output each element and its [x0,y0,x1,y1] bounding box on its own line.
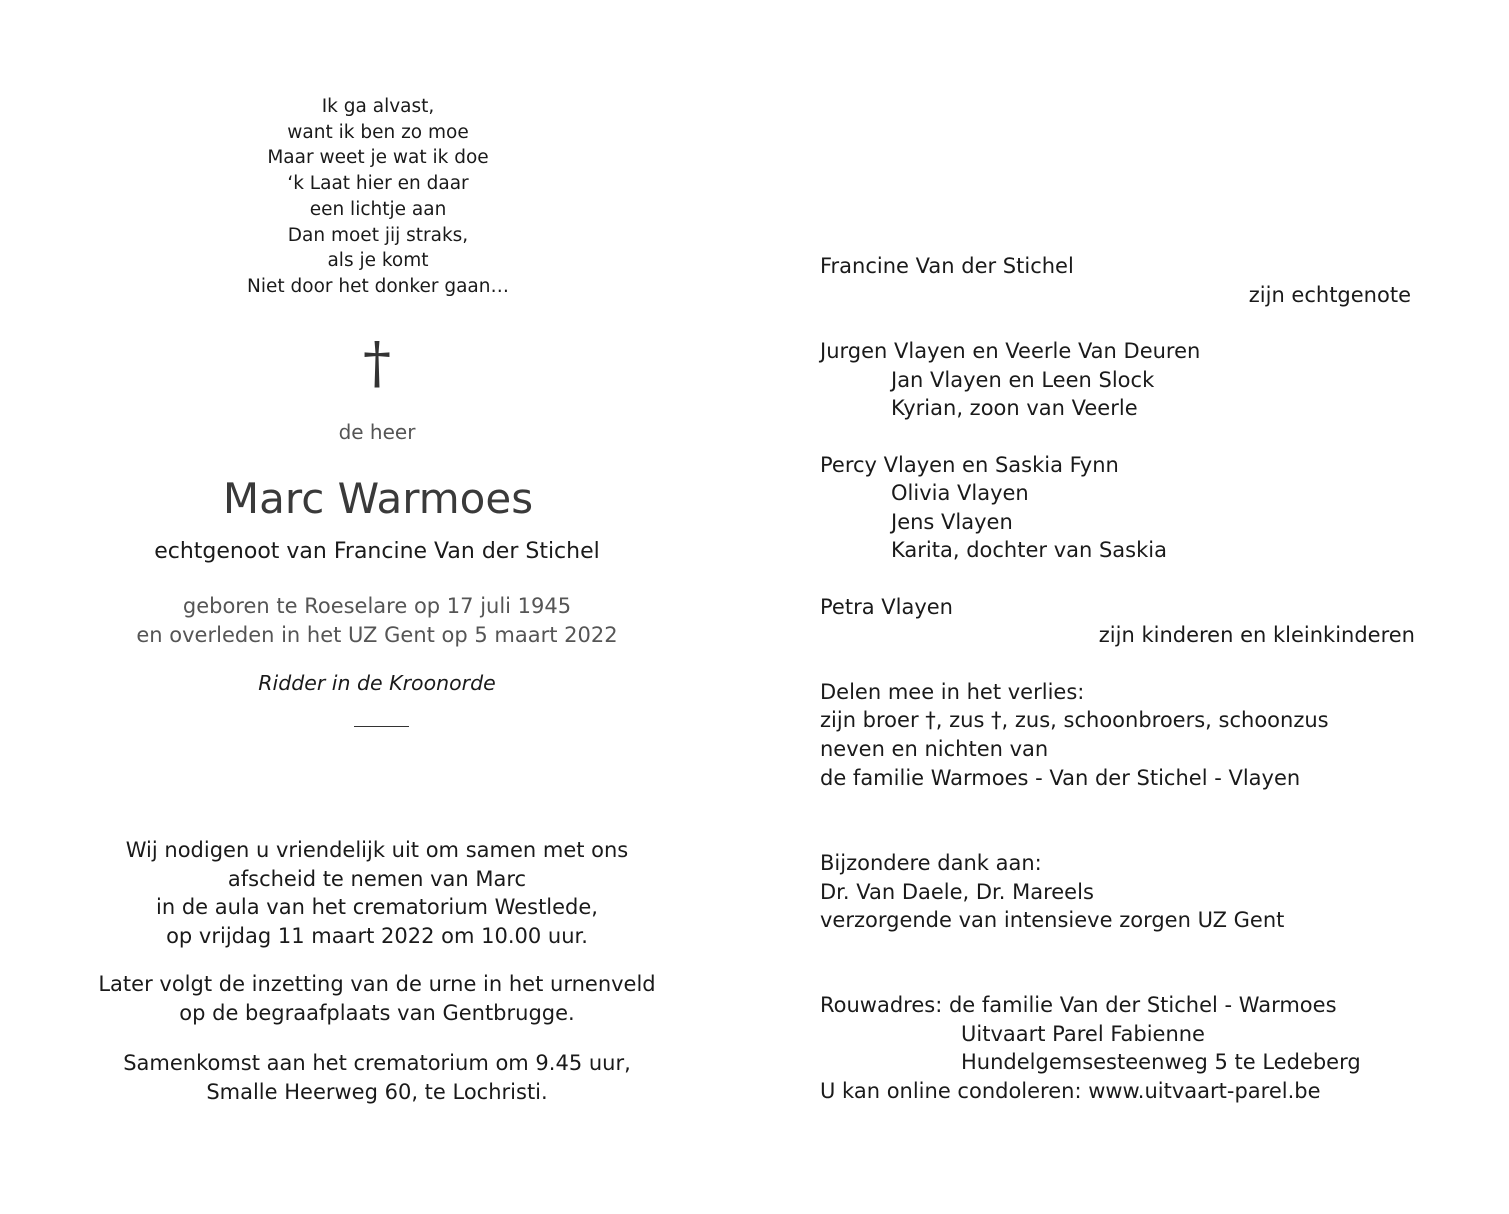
divider [354,726,409,727]
online-condolence: U kan online condoleren: www.uitvaart-parel.be [820,1079,1321,1103]
deceased-name: Marc Warmoes [222,474,534,523]
poem-line: Ik ga alvast, [321,96,435,117]
family-member: Olivia Vlayen [891,481,1029,505]
cross-icon: † [363,331,391,396]
shared-loss-line: de familie Warmoes - Van der Stichel - Vlayen [820,766,1301,790]
family-member: Jan Vlayen en Leen Slock [891,368,1155,392]
invitation-line: Wij nodigen u vriendelijk uit om samen met ons [125,838,629,862]
spouse-line: echtgenoot van Francine Van der Stichel [154,539,600,564]
thanks-line: Bijzondere dank aan: [820,851,1042,875]
shared-loss-line: zijn broer †, zus †, zus, schoonbroers, schoonzus [820,708,1329,732]
honor: Ridder in de Kroonorde [258,671,496,695]
invitation-line: op vrijdag 11 maart 2022 om 10.00 uur. [166,923,588,948]
gathering-line: Smalle Heerweg 60, te Lochristi. [206,1079,548,1104]
family-member: Jens Vlayen [891,510,1013,534]
family-member: Kyrian, zoon van Veerle [891,396,1138,420]
birth-line: geboren te Roeselare op 17 juli 1945 [182,594,572,618]
family-head: Petra Vlayen [820,595,953,619]
address-line: Uitvaart Parel Fabienne [961,1022,1205,1046]
address-line: Hundelgemsesteenweg 5 te Ledeberg [961,1050,1361,1074]
shared-loss-line: Delen mee in het verlies: [820,680,1085,704]
family-head: Percy Vlayen en Saskia Fynn [820,453,1119,477]
title-prefix: de heer [338,420,416,444]
family-member: Karita, dochter van Saskia [891,538,1167,562]
invitation-line: afscheid te nemen van Marc [227,866,527,891]
family-head: Jurgen Vlayen en Veerle Van Deuren [820,339,1201,363]
life-dates [77,592,677,649]
poem-line: een lichtje aan [309,198,447,220]
poem [128,94,628,300]
poem-line: want ik ben zo moe [287,121,469,143]
urn-line: op de begraafplaats van Gentbrugge. [179,1000,575,1025]
address-line: Rouwadres: de familie Van der Stichel - Warmoes [820,993,1337,1017]
poem-line: ‘k Laat hier en daar [287,173,469,195]
gathering-line: Samenkomst aan het crematorium om 9.45 uur, [123,1051,631,1075]
shared-loss-line: neven en nichten van [820,737,1049,761]
thanks-line: Dr. Van Daele, Dr. Mareels [820,880,1094,904]
invitation-line: in de aula van het crematorium Westlede, [156,895,598,919]
poem-line: Niet door het donker gaan… [247,275,509,297]
death-line: en overleden in het UZ Gent op 5 maart 2022 [136,622,618,647]
spouse-name: Francine Van der Stichel [820,254,1074,278]
urn-notice [27,970,727,1027]
children-role: zijn kinderen en kleinkinderen [1098,623,1415,647]
thanks-line: verzorgende van intensieve zorgen UZ Gent [820,908,1285,932]
spouse-role: zijn echtgenote [1248,283,1411,307]
urn-line: Later volgt de inzetting van de urne in het urnenveld [98,972,656,996]
invitation [27,836,727,950]
poem-line: Maar weet je wat ik doe [267,147,489,169]
right-panel [820,0,1480,1214]
gathering-notice [27,1049,727,1106]
poem-line: Dan moet jij straks, [287,224,469,246]
poem-line: als je komt [327,250,429,272]
